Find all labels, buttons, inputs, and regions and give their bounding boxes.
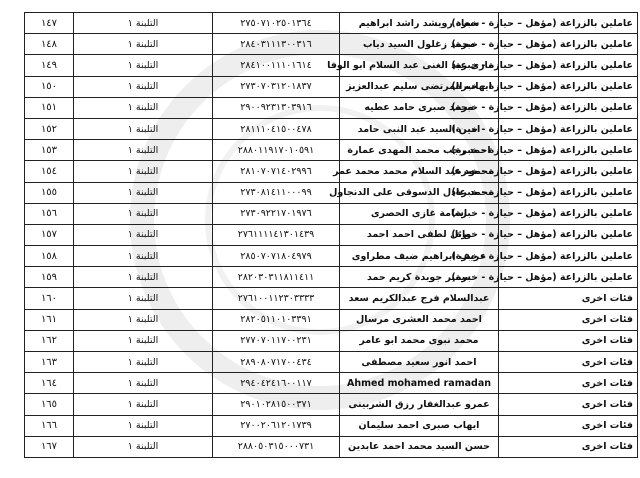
group-cell: التلبنة ١	[74, 224, 213, 245]
name-cell: محمد صبرى حامد عطيه	[340, 97, 499, 118]
national-id-cell: ٢٧٦١٠٠١١٢٣٠٣٣٣٣	[213, 288, 340, 309]
serial-cell: ١٥١	[25, 97, 74, 118]
serial-cell: ١٤٩	[25, 55, 74, 76]
serial-cell: ١٦٥	[25, 394, 74, 415]
category-cell: عاملين بالزراعة (مؤهل – حيازة - خبرة)	[499, 34, 638, 55]
beneficiaries-sheet	[24, 12, 633, 458]
table-row	[25, 140, 638, 161]
category-cell: عاملين بالزراعة (مؤهل – حيازة - خبرة)	[499, 13, 638, 34]
national-id-cell: ٢٧٣٠٩٢٢١٧٠١٩٧٦	[213, 203, 340, 224]
name-cell: ايهاب صبرى احمد سليمان	[340, 415, 499, 436]
category-cell: عاملين بالزراعة (مؤهل – حيازة - خبرة)	[499, 97, 638, 118]
national-id-cell: ٢٧٧٠٧٠١١٧٠٠٢٣١	[213, 330, 340, 351]
name-cell: ايهاب المرتضى سليم عبدالعزيز	[340, 76, 499, 97]
serial-cell: ١٦٤	[25, 373, 74, 394]
serial-cell: ١٥٠	[25, 76, 74, 97]
group-cell: التلبنة ١	[74, 13, 213, 34]
national-id-cell: ٢٧٠٠٢٠٦١٢٠١٧٣٩	[213, 415, 340, 436]
national-id-cell: ٢٧٣٠٨١٤١١٠٠٠٩٩	[213, 182, 340, 203]
category-cell: فئات اخرى	[499, 394, 638, 415]
serial-cell: ١٥٧	[25, 224, 74, 245]
national-id-cell: ٢٨٢٠٥١١٠١٠٣٣٩١	[213, 309, 340, 330]
name-cell: سعاد رويشد راشد ابراهيم	[340, 13, 499, 34]
name-cell: وائل لطفى احمد احمد	[340, 224, 499, 245]
category-cell: فئات اخرى	[499, 330, 638, 351]
serial-cell: ١٦٢	[25, 330, 74, 351]
table-row	[25, 55, 638, 76]
table-row	[25, 203, 638, 224]
group-cell: التلبنة ١	[74, 203, 213, 224]
group-cell: التلبنة ١	[74, 161, 213, 182]
name-cell: احمد محمد العشرى مرسال	[340, 309, 499, 330]
table-row	[25, 415, 638, 436]
category-cell: فئات اخرى	[499, 373, 638, 394]
group-cell: التلبنة ١	[74, 373, 213, 394]
group-cell: التلبنة ١	[74, 309, 213, 330]
group-cell: التلبنة ١	[74, 330, 213, 351]
national-id-cell: ٢٨٨٠١١٩١٧٠١٠٥٩١	[213, 140, 340, 161]
table-row	[25, 309, 638, 330]
category-cell: عاملين بالزراعة (مؤهل – حيازة - خبرة)	[499, 224, 638, 245]
national-id-cell: ٢٩٠١٠٢٨١٥٠٠٣٧١	[213, 394, 340, 415]
name-cell: حسن السيد محمد احمد عابدين	[340, 436, 499, 457]
category-cell: عاملين بالزراعة (مؤهل – حيازة - خبرة)	[499, 161, 638, 182]
name-cell: احمد رجب محمد المهدى عمارة	[340, 140, 499, 161]
table-row	[25, 224, 638, 245]
table-row	[25, 394, 638, 415]
national-id-cell: ٢٧٣٠٧٠٣١٢٠١٨٣٧	[213, 76, 340, 97]
table-row	[25, 267, 638, 288]
group-cell: التلبنة ١	[74, 140, 213, 161]
name-cell: احمد انور سعيد مصطفى	[340, 352, 499, 373]
category-cell: عاملين بالزراعة (مؤهل – حيازة - خبرة)	[499, 76, 638, 97]
national-id-cell: ٢٨٢٠٣٠٣١١٨١١٤١١	[213, 267, 340, 288]
beneficiaries-table	[24, 12, 638, 458]
table-body	[25, 13, 638, 458]
group-cell: التلبنة ١	[74, 394, 213, 415]
national-id-cell: ٢٨٥٠٧٠٧١٨٠٤٩٧٩	[213, 246, 340, 267]
table-row	[25, 34, 638, 55]
table-row	[25, 13, 638, 34]
table-row	[25, 182, 638, 203]
table-row	[25, 330, 638, 351]
national-id-cell: ٢٩٤٠٤٢٤١٦٠٠١١٧	[213, 373, 340, 394]
table-row	[25, 436, 638, 457]
serial-cell: ١٥٢	[25, 118, 74, 139]
serial-cell: ١٥٥	[25, 182, 74, 203]
category-cell: عاملين بالزراعة (مؤهل – حيازة - خبرة)	[499, 267, 638, 288]
name-cell: اسامة غازى الحصرى	[340, 203, 499, 224]
name-cell: Ahmed mohamed ramadan	[340, 373, 499, 394]
name-cell: محمد زغلول السيد دياب	[340, 34, 499, 55]
category-cell: فئات اخرى	[499, 309, 638, 330]
serial-cell: ١٥٩	[25, 267, 74, 288]
name-cell: سمير جويدة كريم حمد	[340, 267, 499, 288]
national-id-cell: ٢٨٤١٠٠١١١٠١٦١٤	[213, 55, 340, 76]
name-cell: مازى عبد الغنى عبد السلام ابو الوفا	[340, 55, 499, 76]
serial-cell: ١٥٦	[25, 203, 74, 224]
group-cell: التلبنة ١	[74, 415, 213, 436]
group-cell: التلبنة ١	[74, 76, 213, 97]
category-cell: عاملين بالزراعة (مؤهل – حيازة - خبرة)	[499, 246, 638, 267]
group-cell: التلبنة ١	[74, 352, 213, 373]
table-row	[25, 352, 638, 373]
category-cell: فئات اخرى	[499, 436, 638, 457]
name-cell: محمد عادل الدسوقى على الدنجاول	[340, 182, 499, 203]
serial-cell: ١٦٣	[25, 352, 74, 373]
serial-cell: ١٤٧	[25, 13, 74, 34]
group-cell: التلبنة ١	[74, 436, 213, 457]
group-cell: التلبنة ١	[74, 55, 213, 76]
national-id-cell: ٢٨١١١٠٤١٥٠٠٤٧٨	[213, 118, 340, 139]
national-id-cell: ٢٨٩٠٨٠٧١٧٠٠٤٣٤	[213, 352, 340, 373]
national-id-cell: ٢٩٠٠٩٢٣١٣٠٣٩١٦	[213, 97, 340, 118]
category-cell: عاملين بالزراعة (مؤهل – حيازة - خبرة)	[499, 55, 638, 76]
name-cell: محمود عبد السلام محمد محمد عمر	[340, 161, 499, 182]
serial-cell: ١٥٣	[25, 140, 74, 161]
group-cell: التلبنة ١	[74, 267, 213, 288]
group-cell: التلبنة ١	[74, 34, 213, 55]
group-cell: التلبنة ١	[74, 118, 213, 139]
category-cell: عاملين بالزراعة (مؤهل – حيازة - خبرة)	[499, 203, 638, 224]
serial-cell: ١٥٤	[25, 161, 74, 182]
serial-cell: ١٦٦	[25, 415, 74, 436]
national-id-cell: ٢٧٦١١١١٤١٣٠١٤٣٩	[213, 224, 340, 245]
serial-cell: ١٦٧	[25, 436, 74, 457]
serial-cell: ١٥٨	[25, 246, 74, 267]
table-row	[25, 161, 638, 182]
national-id-cell: ٢٨٨٠٥٠٣١٥٠٠٠٧٣١	[213, 436, 340, 457]
category-cell: فئات اخرى	[499, 352, 638, 373]
table-row	[25, 288, 638, 309]
category-cell: عاملين بالزراعة (مؤهل – حيازة - خبرة)	[499, 140, 638, 161]
group-cell: التلبنة ١	[74, 97, 213, 118]
category-cell: فئات اخرى	[499, 415, 638, 436]
group-cell: التلبنة ١	[74, 288, 213, 309]
name-cell: عمرو عبدالغفار رزق الشربينى	[340, 394, 499, 415]
national-id-cell: ٢٧٥٠٧١٠٢٥٠١٣٦٤	[213, 13, 340, 34]
table-row	[25, 76, 638, 97]
name-cell: عبدالسلام فرج عبدالكريم سعد	[340, 288, 499, 309]
category-cell: عاملين بالزراعة (مؤهل – حيازة - خبرة)	[499, 182, 638, 203]
serial-cell: ١٦١	[25, 309, 74, 330]
serial-cell: ١٦٠	[25, 288, 74, 309]
group-cell: التلبنة ١	[74, 182, 213, 203]
group-cell: التلبنة ١	[74, 246, 213, 267]
serial-cell: ١٤٨	[25, 34, 74, 55]
table-row	[25, 97, 638, 118]
category-cell: عاملين بالزراعة (مؤهل – حيازة - خبرة)	[499, 118, 638, 139]
table-row	[25, 373, 638, 394]
name-cell: امين السيد عبد النبى حامد	[340, 118, 499, 139]
table-row	[25, 118, 638, 139]
name-cell: عريف ابراهيم ضيف مطراوى	[340, 246, 499, 267]
national-id-cell: ٢٨١٠٧٠٧١٤٠٢٩٩٦	[213, 161, 340, 182]
name-cell: محمد نبوى محمد ابو عامر	[340, 330, 499, 351]
national-id-cell: ٢٨٤٠٣١١١٣٠٠٣١٦	[213, 34, 340, 55]
category-cell: فئات اخرى	[499, 288, 638, 309]
table-row	[25, 246, 638, 267]
